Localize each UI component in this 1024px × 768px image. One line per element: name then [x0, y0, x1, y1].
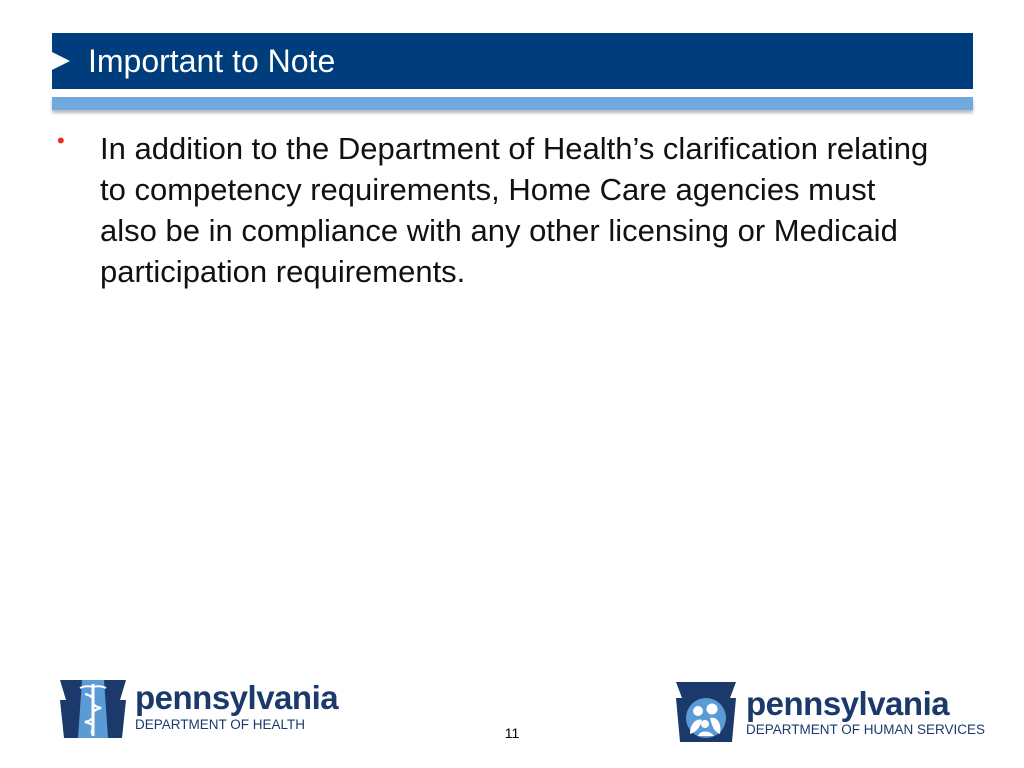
logo-state-name: pennsylvania [135, 679, 339, 716]
logo-state-name: pennsylvania [746, 685, 950, 722]
pa-department-of-health-logo [58, 672, 338, 742]
logo-department-name: DEPARTMENT OF HUMAN SERVICES [746, 722, 986, 737]
keystone-family-icon [674, 678, 738, 744]
bullet-list [57, 128, 937, 292]
slide-title: Important to Note [88, 43, 336, 79]
bullet-dot-icon: • [57, 128, 65, 153]
page-number: 11 [504, 725, 520, 741]
title-accent-bar [52, 97, 973, 110]
pa-department-of-human-services-logo [674, 678, 984, 746]
logo-department-name: DEPARTMENT OF HEALTH [135, 717, 306, 732]
slide-title-bar [52, 33, 973, 89]
bullet-text: In addition to the Department of Health’s clarification relating to competency requirements, Home Care agencies must also be in compliance with any other licensing or Medicaid participation requirements. [100, 131, 929, 289]
bullet-item [57, 128, 937, 292]
keystone-caduceus-icon [58, 672, 128, 742]
triangle-right-icon [52, 52, 70, 70]
